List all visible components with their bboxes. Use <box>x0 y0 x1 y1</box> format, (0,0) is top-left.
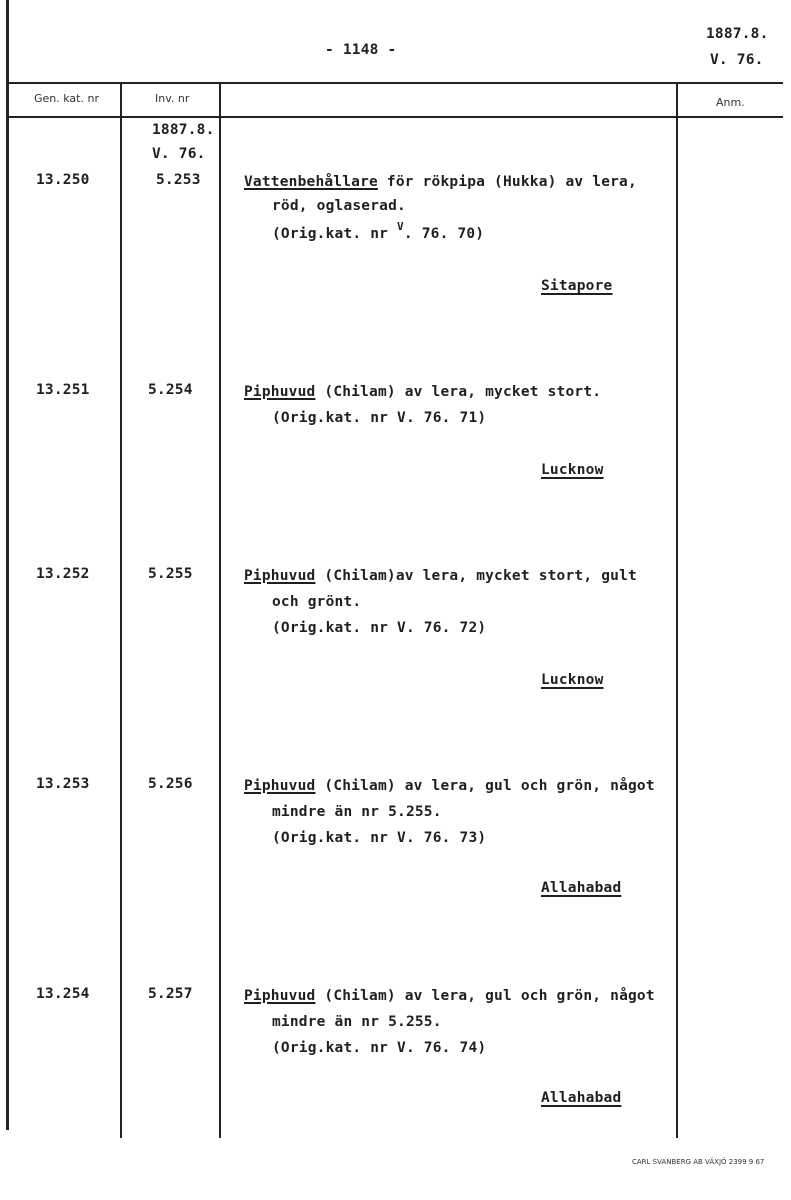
inv-nr: 5.255 <box>148 566 193 582</box>
gen-kat-nr: 13.251 <box>36 382 90 398</box>
description-line1: Piphuvud (Chilam) av lera, gul och grön, något <box>244 778 655 794</box>
inv-nr: 5.257 <box>148 986 193 1002</box>
corner-ref-top: 1887.8. <box>706 26 769 42</box>
header-bottom-rule <box>8 116 783 118</box>
description-line2: röd, oglaserad. <box>272 198 406 214</box>
description-line3: (Orig.kat. nr V. 76. 72) <box>272 620 487 636</box>
description-line3: (Orig.kat. nr V. 76. 74) <box>272 1040 487 1056</box>
col-divider-2 <box>219 82 221 1138</box>
header-top-rule <box>8 82 783 84</box>
gen-kat-nr: 13.250 <box>36 172 90 188</box>
col-header-inv-nr: Inv. nr <box>155 92 190 105</box>
description-line3: (Orig.kat. nr $^V$. 76. 70) <box>272 220 485 242</box>
col-divider-1 <box>120 82 122 1138</box>
description-line1: Piphuvud (Chilam) av lera, gul och grön, något <box>244 988 655 1004</box>
description-line2: (Orig.kat. nr V. 76. 71) <box>272 410 487 426</box>
printer-footer: CARL SVANBERG AB VÄXJÖ 2399 9 67 <box>632 1158 765 1166</box>
description-line2: och grönt. <box>272 594 362 610</box>
description-line1: Vattenbehållare för rökpipa (Hukka) av lera, <box>244 174 637 190</box>
column-ref-line2: V. 76. <box>152 146 206 162</box>
place-name: Lucknow <box>541 462 604 478</box>
place-name: Lucknow <box>541 672 604 688</box>
description-line2: mindre än nr 5.255. <box>272 1014 442 1030</box>
left-margin-rule <box>6 0 9 1130</box>
description-line1: Piphuvud (Chilam) av lera, mycket stort. <box>244 384 602 400</box>
inv-nr: 5.256 <box>148 776 193 792</box>
place-name: Allahabad <box>541 1090 622 1106</box>
object-title: Piphuvud <box>244 568 316 584</box>
col-header-gen-kat-nr: Gen. kat. nr <box>34 92 99 105</box>
inv-nr: 5.254 <box>148 382 193 398</box>
place-name: Allahabad <box>541 880 622 896</box>
corner-ref-bottom: V. 76. <box>710 52 764 68</box>
place-name: Sitapore <box>541 278 613 294</box>
column-ref-line1: 1887.8. <box>152 122 215 138</box>
gen-kat-nr: 13.254 <box>36 986 90 1002</box>
gen-kat-nr: 13.252 <box>36 566 90 582</box>
page-number: - 1148 - <box>325 42 397 58</box>
object-title: Vattenbehållare <box>244 174 378 190</box>
description-line1: Piphuvud (Chilam)av lera, mycket stort, gult <box>244 568 637 584</box>
col-divider-3 <box>676 82 678 1138</box>
object-title: Piphuvud <box>244 384 316 400</box>
inv-nr: 5.253 <box>156 172 201 188</box>
object-title: Piphuvud <box>244 778 316 794</box>
object-title: Piphuvud <box>244 988 316 1004</box>
gen-kat-nr: 13.253 <box>36 776 90 792</box>
col-header-anm: Anm. <box>716 96 745 109</box>
description-line3: (Orig.kat. nr V. 76. 73) <box>272 830 487 846</box>
description-line2: mindre än nr 5.255. <box>272 804 442 820</box>
